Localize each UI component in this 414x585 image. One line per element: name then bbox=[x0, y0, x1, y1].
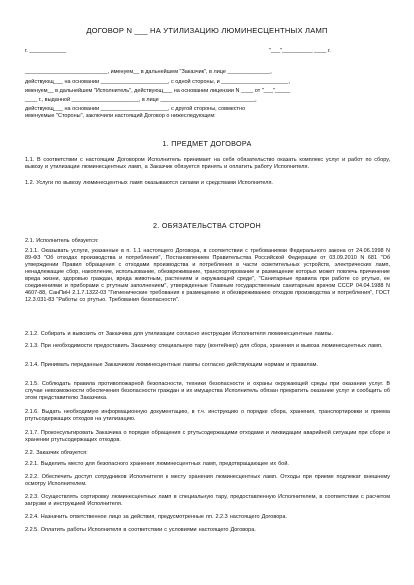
clause-2-2-3: 2.2.3. Осуществлять сортировку люминесцентных ламп в специальную тару, предоставленную Исполнителем, в соответствии с расчетом загрузки и инструкцией Исполнителя. bbox=[25, 494, 390, 507]
document-title: ДОГОВОР N ___ НА УТИЛИЗАЦИЮ ЛЮМИНЕСЦЕНТНЫХ ЛАМП bbox=[86, 26, 328, 35]
preamble-line: именуемые "Стороны", заключили настоящий Договор о нижеследующем: bbox=[25, 113, 216, 119]
clause-2-1-2: 2.1.2. Собирать и вывозить от Заказчика для утилизации согласно инструкции Исполнителя люминесцентные лампы. bbox=[25, 331, 334, 337]
preamble-line: ___________________________, именуем__ в дальнейшем "Заказчик", в лице ______________, bbox=[25, 69, 272, 75]
preamble-line: именуем__ в дальнейшем "Исполнитель", действующ___ на основании лицензии N ____ от "___"_____ bbox=[25, 88, 291, 94]
city-line: г. ____________ bbox=[25, 48, 67, 54]
preamble-line: действующ___ на основании ______________________, с одной стороны, и ______________________, bbox=[25, 79, 290, 85]
clause-2-2-2: 2.2.2. Обеспечить доступ сотрудников Исполнителя к месту хранения люминесцентных ламп. Отходы при приеме подлежат внешнему осмотру Исполнителем. bbox=[25, 474, 390, 487]
clause-2-1-7: 2.1.7. Проконсультировать Заказчика о порядке обращения с ртутьсодержащими отходами и ликвидации аварийной ситуации при сборе и хранении ртутьсодержащих отходов. bbox=[25, 430, 390, 443]
clause-2-1-6: 2.1.6. Выдать необходимую информационную документацию, в т.ч. инструкцию о порядке сбора, хранения, транспортировки и приема ртутьсодержащих отходов на утилизацию. bbox=[25, 409, 390, 422]
section-2-heading: 2. ОБЯЗАТЕЛЬСТВА СТОРОН bbox=[152, 221, 262, 230]
clause-2-1: 2.1. Исполнитель обязуется: bbox=[25, 238, 99, 244]
preamble-line: действующ___ на основании ______________________, с другой стороны, совместно bbox=[25, 106, 246, 112]
clause-2-2-4: 2.2.4. Назначить ответственное лицо за действия, предусмотренные пп. 2.2.3 настоящего Договора. bbox=[25, 514, 287, 520]
preamble-line: ____ г., выданной ______________________, в лице _______________________________, bbox=[25, 97, 257, 103]
clause-1-1: 1.1. В соответствии с настоящим Договором Исполнитель принимает на себя обязательство оказать комплекс услуг и работ по сбору, вывозу и утилизации люминесцентных ламп, а Заказчик обязуется принять и оплатить работу Исполнителя. bbox=[25, 157, 390, 170]
clause-2-2-1: 2.2.1. Выделить место для безопасного хранения люминесцентных ламп, предотвращающее их бой. bbox=[25, 461, 289, 467]
clause-2-2: 2.2. Заказчик обязуется: bbox=[25, 450, 88, 456]
date-line: "___"__________ ____ г. bbox=[269, 48, 331, 54]
clause-2-2-5: 2.2.5. Оплатить работы Исполнителя в соответствии с условиями настоящего Договора. bbox=[25, 527, 256, 533]
clause-2-1-4: 2.1.4. Принимать переданные Заказчиком люминесцентные лампы согласно действующим нормам и правилам. bbox=[25, 362, 318, 368]
clause-2-1-3: 2.1.3. При необходимости предоставить Заказчику специальную тару (контейнер) для сбора, хранения и вывоза люминесцентных ламп. bbox=[25, 343, 383, 349]
clause-2-1-1: 2.1.1. Оказывать услуги, указанные в п. 1.1 настоящего Договора, в соответствии с требованиями Федерального закона от 24.06.1998 N 89-ФЗ "Об отходах производства и потребления", Постановлением Правительства Российской Федерации от 03.09.2010 N 681 "Об утверждении Правил обращения с отходами производства и потребления в части осветительных устройств, электрических ламп, ненадлежащие сбор, накопление, использование, обезвреживание, транспортирование и размещение которых может повлечь причинение вреда жизни, здоровью граждан, вреда животным, растениям и окружающей среде", "Санитарные правила при работе со ртутью, ее соединениями и приборами с ртутным заполнением", утвержденные Главным государственным санитарным врачом СССР 04.04.1988 N 4607-88, СанПиН 2.1.7.1322-03 "Гигиенические требования к размещению и обезвреживанию отходов производства и потребления", ГОСТ 12.3.031-83 "Работы со ртутью. Требования безопасности". bbox=[25, 248, 390, 303]
clause-1-2: 1.2. Услуги по вывозу люминесцентных ламп оказываются силами и средствами Исполнителя. bbox=[25, 180, 273, 186]
clause-2-1-5: 2.1.5. Соблюдать правила противопожарной безопасности, техники безопасности и охраны окружающей среды при оказании услуг. В случае невозможности обеспечения безопасности граждан и их имущества Исполнитель обязан прекратить оказание услуг и сообщить об этом представителю Заказчика. bbox=[25, 381, 390, 401]
section-1-heading: 1. ПРЕДМЕТ ДОГОВОРА bbox=[162, 139, 252, 148]
